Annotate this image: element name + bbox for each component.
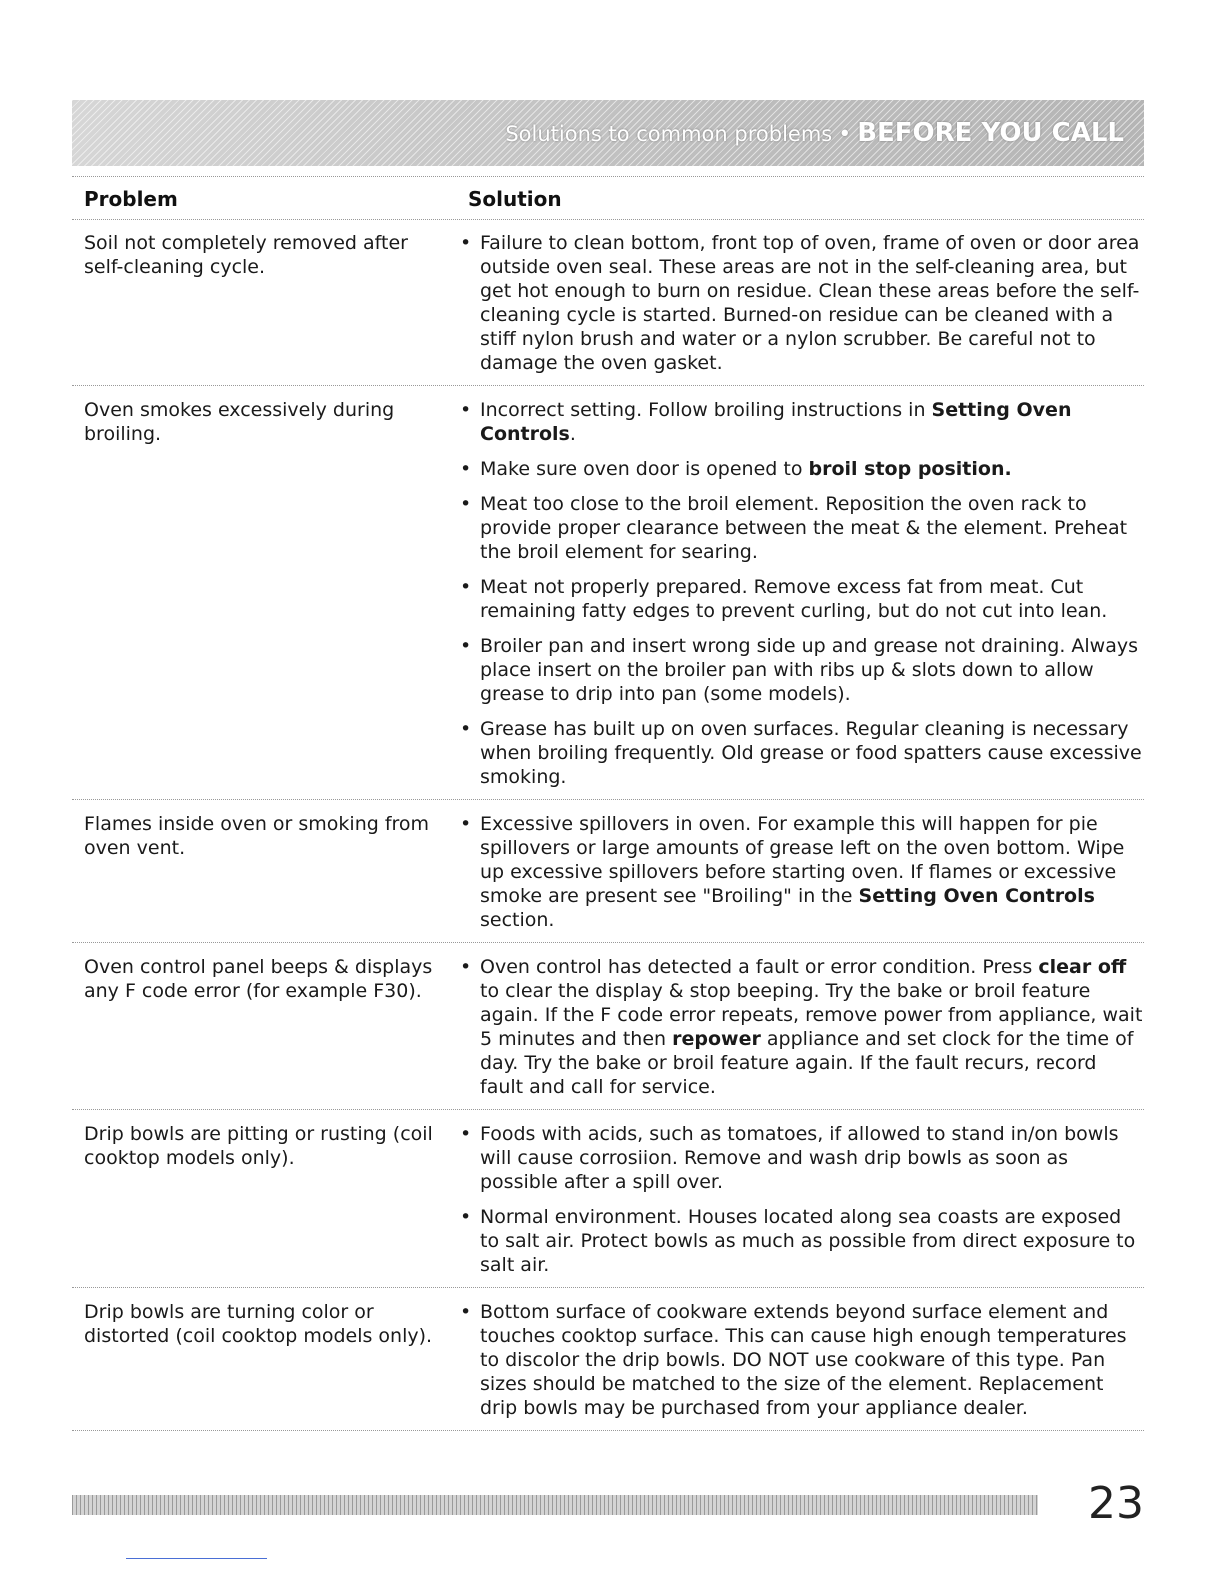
solution-text: Foods with acids, such as tomatoes, if allowed to stand in/on bowls will cause corrosiion. Remove and wash drip bowls as soon as possible after a spill over.: [480, 1123, 1119, 1193]
banner-subtitle: Solutions to common problems: [505, 122, 833, 146]
solution-text: .: [569, 423, 576, 445]
solution-bullet: [456, 398, 1144, 446]
solution-bullet: [456, 955, 1144, 1099]
solution-text: Meat too close to the broil element. Reposition the oven rack to provide proper clearance between the meat & the element. Preheat the broil element for searing.: [480, 493, 1128, 563]
solution-text: Meat not properly prepared. Remove excess fat from meat. Cut remaining fatty edges to prevent curling, but do not cut into lean.: [480, 576, 1108, 622]
table-header: [72, 176, 1144, 220]
banner-separator: •: [838, 122, 852, 147]
solution-text: Make sure oven door is opened to: [480, 458, 809, 480]
problem-cell: Oven smokes excessively during broiling.: [84, 399, 395, 445]
solution-cell: [456, 955, 1144, 1099]
solution-emphasis: clear off: [1038, 956, 1127, 978]
solution-text: Oven control has detected a fault or error condition. Press: [480, 956, 1039, 978]
solution-text: Bottom surface of cookware extends beyond surface element and touches cooktop surface. This can cause high enough temperatures to discolor the drip bowls. DO NOT use cookware of this type. Pan sizes should be matched to the size of the element. Replacement drip bowls may be purchased from your appliance dealer.: [480, 1301, 1127, 1419]
problem-column-header: Problem: [84, 187, 178, 211]
solution-text: Grease has built up on oven surfaces. Regular cleaning is necessary when broiling frequently. Old grease or food spatters cause excessive smoking.: [480, 718, 1142, 788]
solution-bullet: [456, 634, 1144, 706]
banner-title: BEFORE YOU CALL: [857, 118, 1124, 148]
footer-decorative-bar: [72, 1495, 1038, 1515]
troubleshooting-table: [72, 219, 1144, 1431]
solution-bullet: [456, 457, 1144, 481]
table-row: [72, 386, 1144, 800]
solution-text: Failure to clean bottom, front top of oven, frame of oven or door area outside oven seal. These areas are not in the self-cleaning area, but get hot enough to burn on residue. Clean these areas before the self-cleaning cycle is started. Burned-on residue can be cleaned with a stiff nylon brush and water or a nylon scrubber. Be careful not to damage the oven gasket.: [480, 232, 1140, 374]
solution-emphasis: repower: [672, 1028, 761, 1050]
solution-text: Broiler pan and insert wrong side up and grease not draining. Always place insert on the broiler pan with ribs up & slots down to allow grease to drip into pan (some models).: [480, 635, 1138, 705]
solution-text: to clear the display & stop beeping. Try the bake or broil feature again. If the F code error repeats, remove power from appliance, wait 5 minutes and then: [480, 980, 1143, 1050]
solution-bullet: [456, 231, 1144, 375]
solution-text: Excessive spillovers in oven. For example this will happen for pie spillovers or large amounts of grease left on the oven bottom. Wipe up excessive spillovers before starting oven. If flames or excessive smoke are present see "Broiling" in the: [480, 813, 1125, 907]
solution-text: Normal environment. Houses located along sea coasts are exposed to salt air. Protect bowls as much as possible from direct exposure to salt air.: [480, 1206, 1136, 1276]
solution-bullet: [456, 575, 1144, 623]
page-number: 23: [1088, 1478, 1144, 1529]
table-row: [72, 1288, 1144, 1431]
banner-text: [505, 118, 1124, 148]
solution-emphasis: broil stop position.: [808, 458, 1012, 480]
problem-cell: Oven control panel beeps & displays any F code error (for example F30).: [84, 956, 433, 1002]
table-row: [72, 943, 1144, 1110]
solution-bullet: [456, 492, 1144, 564]
problem-cell: Soil not completely removed after self-cleaning cycle.: [84, 232, 408, 278]
solution-bullet: [456, 1300, 1144, 1420]
problem-cell: Drip bowls are pitting or rusting (coil cooktop models only).: [84, 1123, 433, 1169]
solution-emphasis: Setting Oven Controls: [858, 885, 1095, 907]
solution-text: section.: [480, 909, 555, 931]
solution-bullet: [456, 1205, 1144, 1277]
section-banner: [72, 100, 1144, 166]
solution-bullet: [456, 717, 1144, 789]
solution-cell: [456, 1122, 1144, 1277]
solution-cell: [456, 1300, 1144, 1420]
solution-bullet: [456, 1122, 1144, 1194]
table-row: [72, 219, 1144, 386]
solution-cell: [456, 231, 1144, 375]
solution-bullet: [456, 812, 1144, 932]
solution-text: appliance and set clock for the time of day. Try the bake or broil feature again. If the fault recurs, record fault and call for service.: [480, 1028, 1134, 1098]
table-row: [72, 800, 1144, 943]
solution-emphasis: Setting Oven Controls: [480, 399, 1072, 445]
problem-cell: Flames inside oven or smoking from oven vent.: [84, 813, 430, 859]
solution-cell: [456, 398, 1144, 789]
footer-line: [126, 1558, 267, 1559]
solution-column-header: Solution: [468, 187, 562, 211]
solution-text: Incorrect setting. Follow broiling instructions in: [480, 399, 932, 421]
solution-cell: [456, 812, 1144, 932]
problem-cell: Drip bowls are turning color or distorted (coil cooktop models only).: [84, 1301, 433, 1347]
table-row: [72, 1110, 1144, 1288]
